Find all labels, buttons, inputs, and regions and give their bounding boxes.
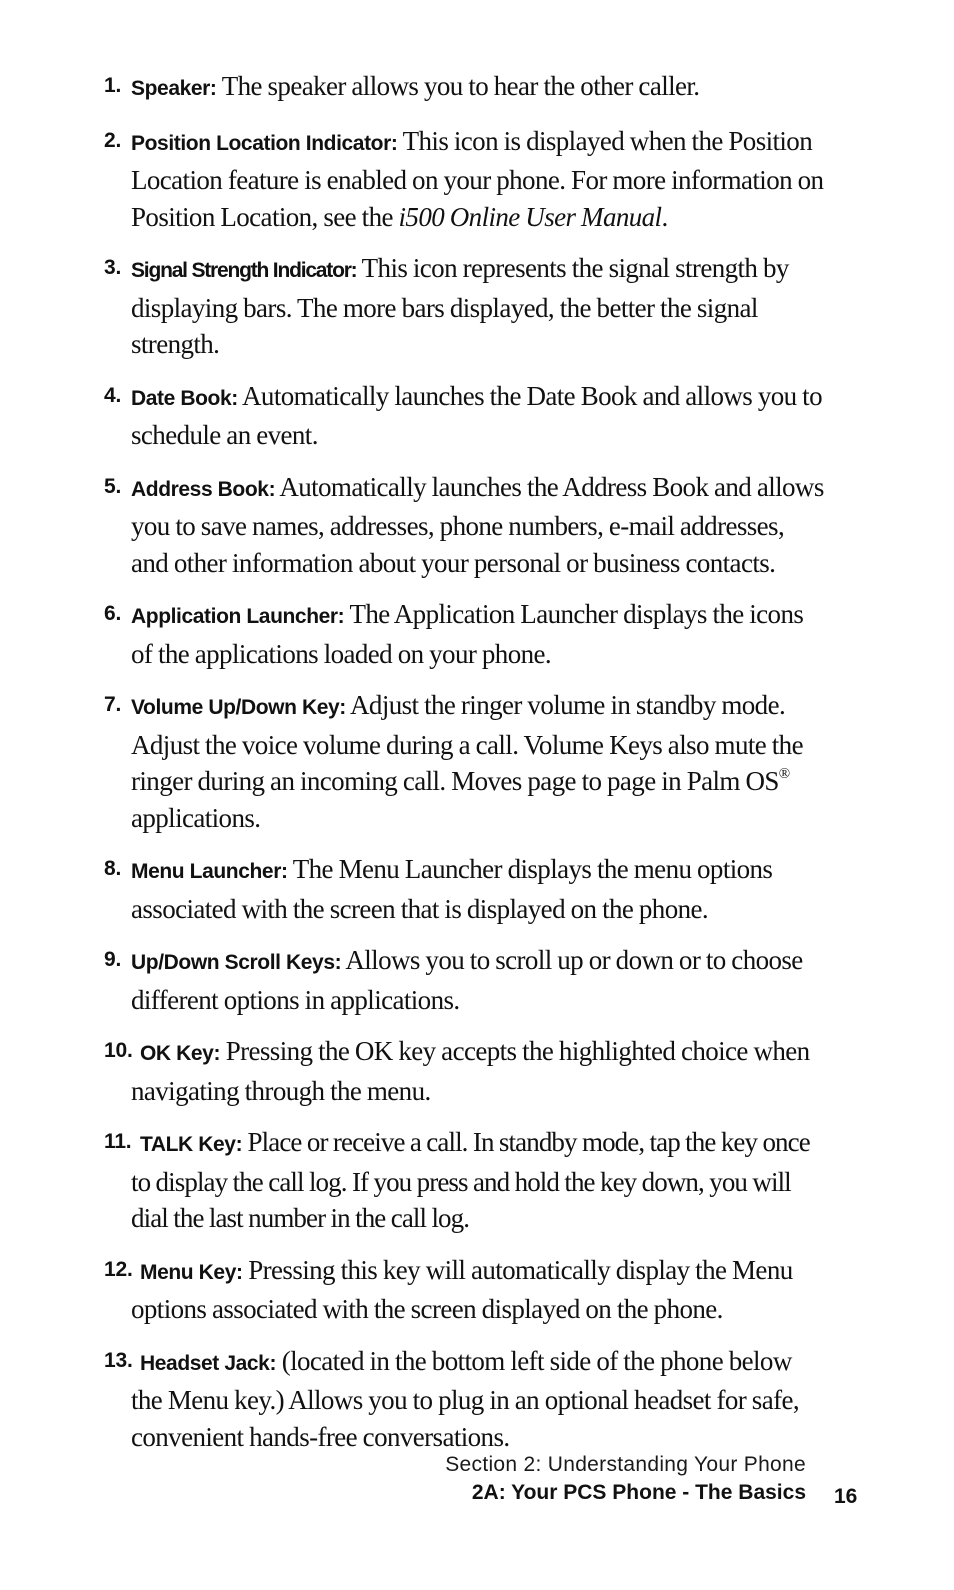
- item-description: The Menu Launcher displays the menu options associated with the screen that is displayed on the phone.: [131, 854, 773, 924]
- item-term: Menu Launcher:: [131, 860, 288, 883]
- item-number: 9.: [104, 948, 122, 971]
- list-item: [104, 123, 824, 236]
- item-term: Volume Up/Down Key:: [131, 696, 346, 719]
- list-item: [104, 1033, 824, 1109]
- list-item: [104, 68, 824, 108]
- list-item: [104, 851, 824, 927]
- footer-chapter-title: 2A: Your PCS Phone - The Basics: [471, 1481, 806, 1504]
- item-description: Automatically launches the Date Book and allows you to schedule an event.: [131, 380, 822, 450]
- item-description: This icon is displayed when the Position Location feature is enabled on your phone. For more information on Position Location, see the: [131, 125, 824, 232]
- item-description: Allows you to scroll up or down or to choose different options in applications.: [131, 945, 803, 1015]
- item-number: 6.: [104, 602, 122, 625]
- item-number: 11.: [104, 1130, 132, 1153]
- item-term: Up/Down Scroll Keys:: [131, 951, 342, 974]
- item-term: Headset Jack:: [140, 1351, 277, 1375]
- item-term: Menu Key:: [140, 1260, 243, 1284]
- item-term: Position Location Indicator:: [131, 131, 398, 155]
- item-number: 12.: [104, 1257, 133, 1281]
- item-term: Date Book:: [131, 386, 238, 410]
- item-term: Address Book:: [131, 477, 276, 501]
- footer-section-title: Section 2: Understanding Your Phone: [445, 1453, 806, 1476]
- list-item: [104, 687, 824, 836]
- item-term: Speaker:: [131, 77, 217, 100]
- page-number: 16: [834, 1485, 858, 1508]
- item-number: 10.: [104, 1039, 133, 1062]
- list-item: [104, 942, 824, 1018]
- item-description: Place or receive a call. In standby mode, tap the key once to display the call log. If you press and hold the key down, you will dial the last number in the call log.: [131, 1127, 810, 1233]
- list-item: [104, 596, 824, 672]
- item-term: Signal Strength Indicator:: [131, 259, 357, 282]
- item-description: Automatically launches the Address Book and allows you to save names, addresses, phone numbers, e-mail addresses, and other information about your personal or business contacts.: [131, 471, 824, 578]
- item-number: 4.: [104, 383, 122, 407]
- running-footer: [445, 1453, 806, 1505]
- item-number: 5.: [104, 474, 122, 498]
- item-description: Adjust the ringer volume in standby mode. Adjust the voice volume during a call. Volume Keys also mute the ringer during an incoming call. Moves page to page in Palm OS: [131, 690, 803, 796]
- list-item: [104, 378, 824, 454]
- item-number: 1.: [104, 74, 122, 97]
- item-description-end: applications.: [131, 802, 261, 833]
- item-description: (located in the bottom left side of the phone below the Menu key.) Allows you to plug in an optional headset for safe, convenient hands-free conversations.: [131, 1345, 800, 1452]
- manual-title: i500 Online User Manual: [398, 201, 662, 232]
- item-description: The speaker allows you to hear the other caller.: [216, 71, 700, 101]
- item-description: Pressing this key will automatically display the Menu options associated with the screen displayed on the phone.: [131, 1254, 793, 1324]
- item-term: OK Key:: [140, 1042, 221, 1065]
- item-term: Application Launcher:: [131, 605, 345, 628]
- list-item: [104, 1343, 824, 1456]
- list-item: [104, 1252, 824, 1328]
- registered-mark: ®: [778, 766, 790, 782]
- item-description: Pressing the OK key accepts the highlighted choice when navigating through the menu.: [131, 1036, 810, 1106]
- item-description: This icon represents the signal strength by displaying bars. The more bars displayed, the better the signal strength.: [131, 253, 789, 359]
- feature-list: [104, 68, 824, 1470]
- item-term: TALK Key:: [140, 1133, 243, 1156]
- item-description-end: .: [661, 201, 668, 232]
- item-description: The Application Launcher displays the icons of the applications loaded on your phone.: [131, 599, 804, 669]
- item-number: 7.: [104, 693, 122, 716]
- item-number: 8.: [104, 857, 122, 880]
- item-number: 3.: [104, 256, 122, 279]
- item-number: 2.: [104, 128, 122, 152]
- list-item: [104, 1124, 824, 1237]
- list-item: [104, 250, 824, 363]
- list-item: [104, 469, 824, 582]
- item-number: 13.: [104, 1348, 133, 1372]
